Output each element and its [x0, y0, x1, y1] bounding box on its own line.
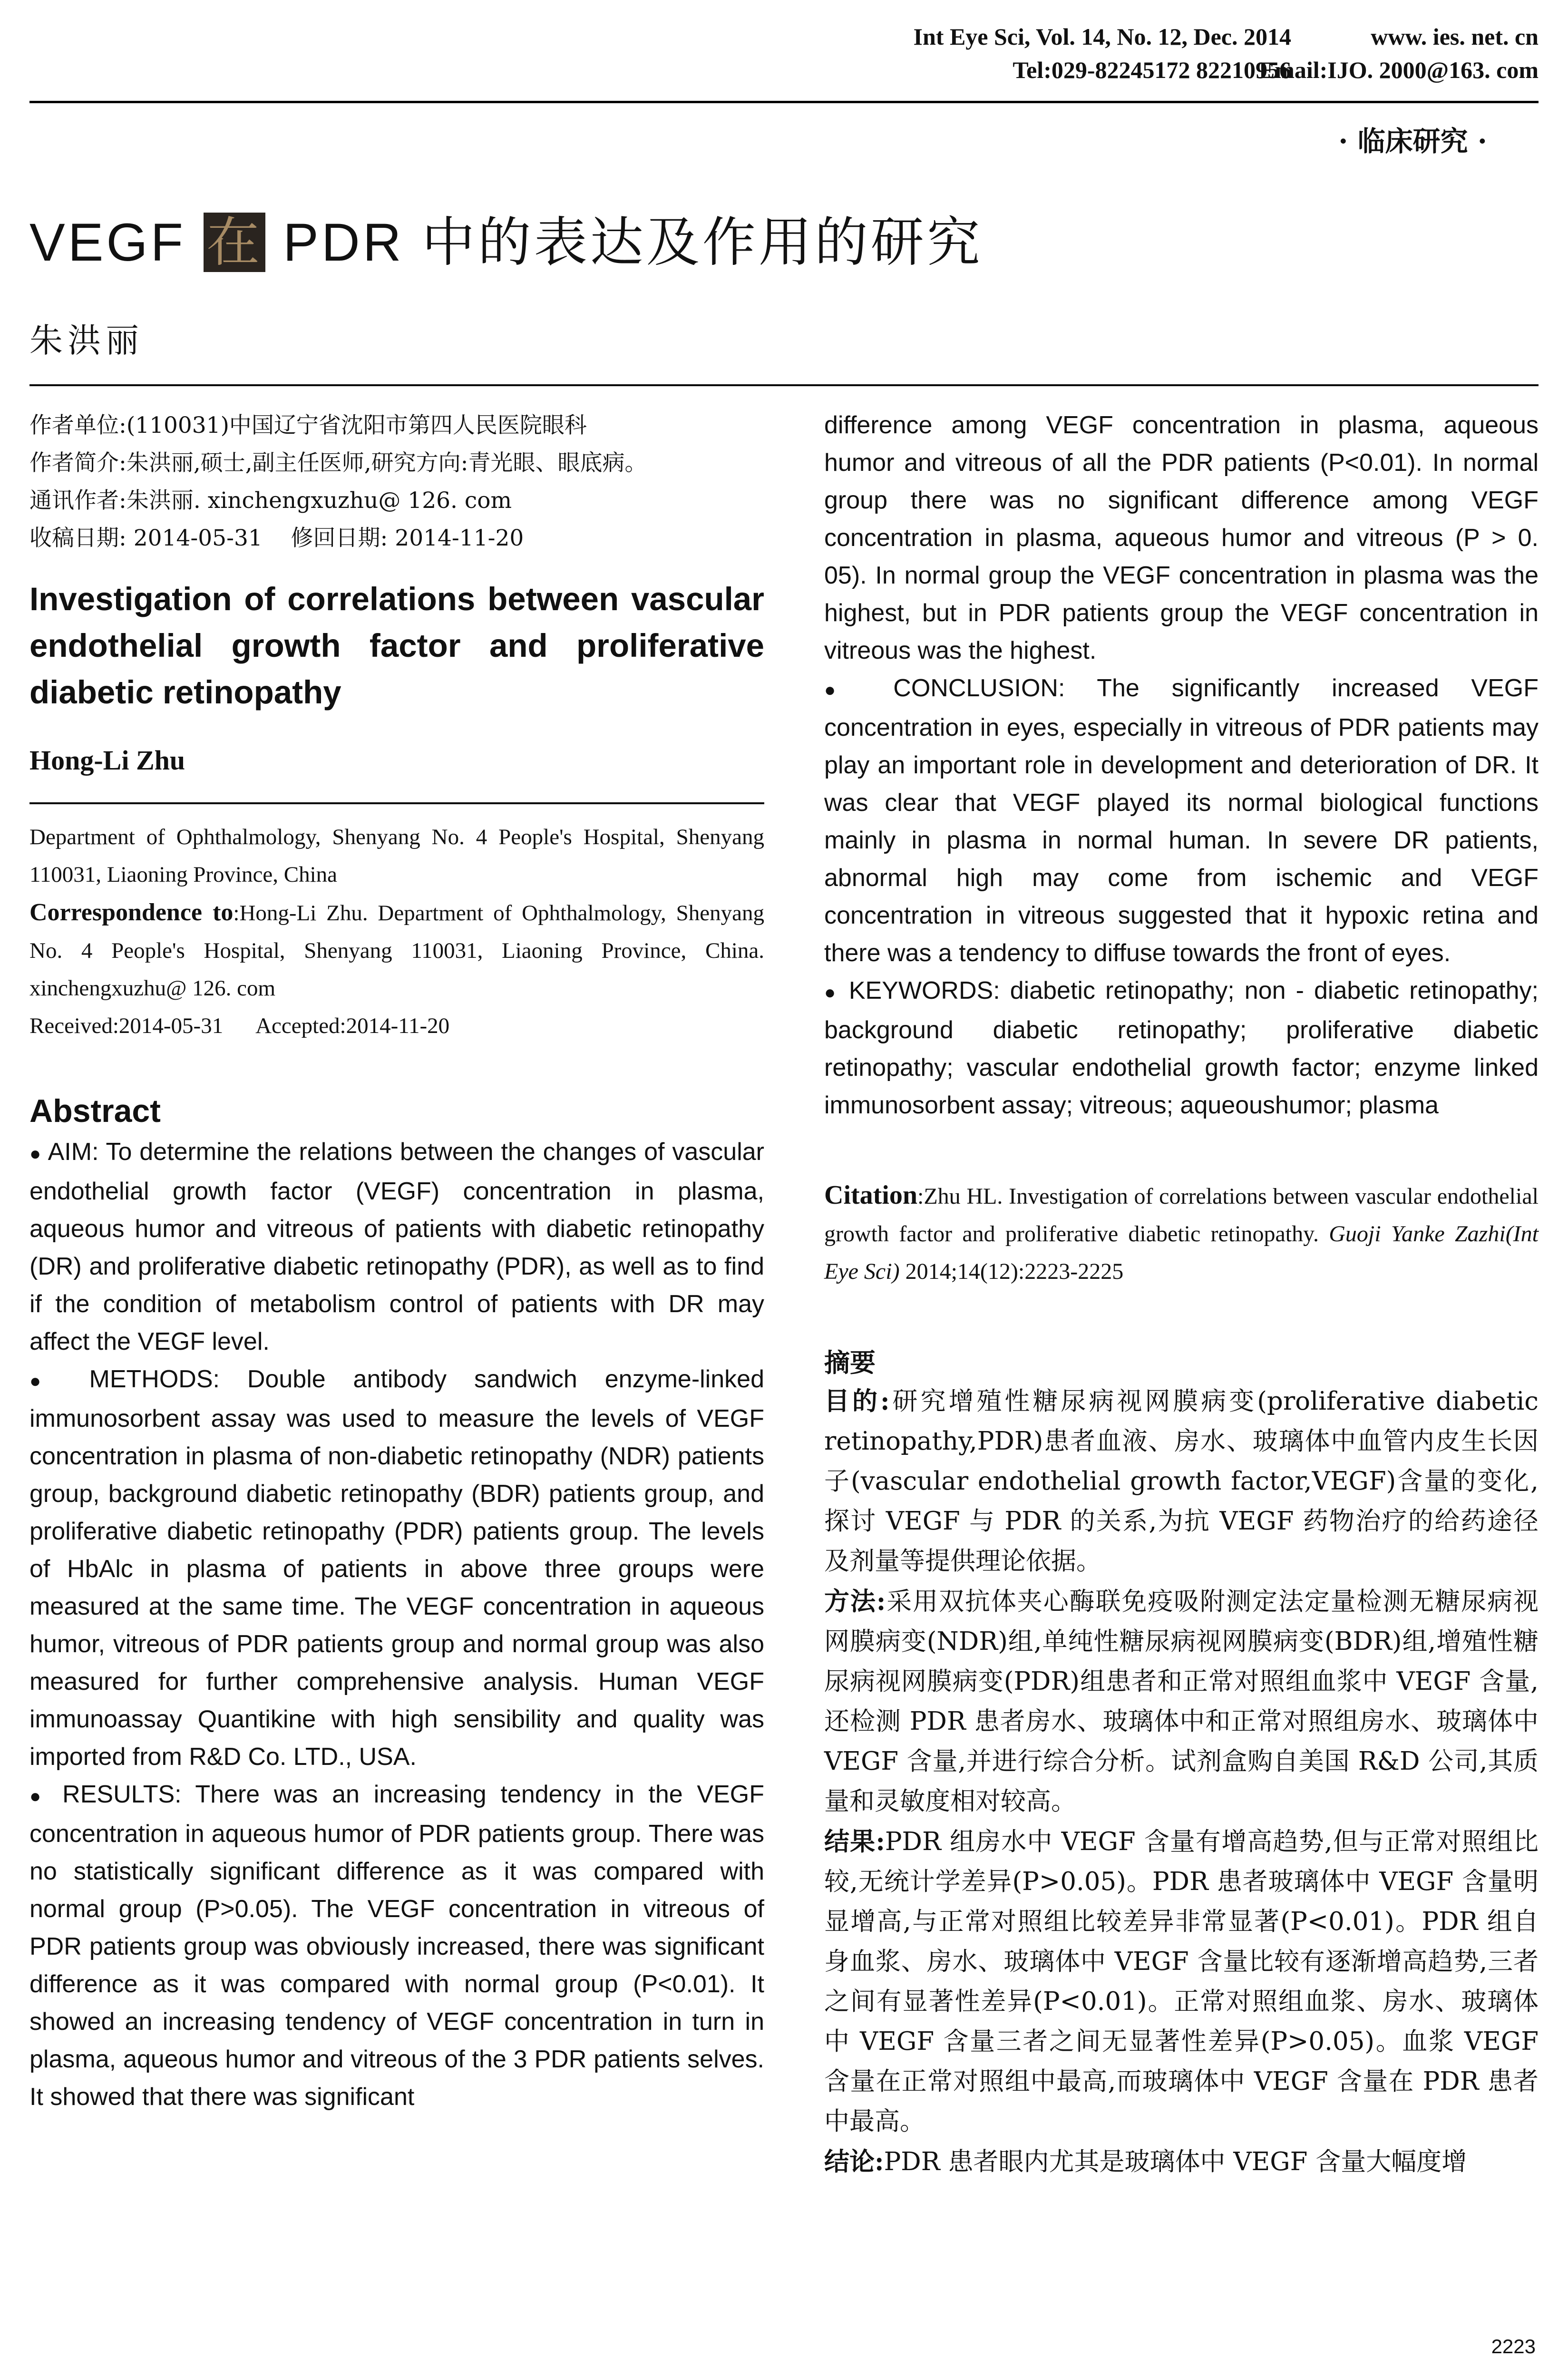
abstract-heading: Abstract	[29, 1093, 161, 1129]
english-author: Hong-Li Zhu	[29, 745, 185, 776]
cn-methods-text: 采用双抗体夹心酶联免疫吸附测定法定量检测无糖尿病视网膜病变(NDR)组,单纯性糖尿病视网膜病变(BDR)组,增殖性糖尿病视网膜病变(PDR)组患者和正常对照组血浆中 VEGF 含量,还检测 PDR 患者房水、玻璃体中和正常对照组房水、玻璃体中 VEGF 含量,并进行综合分析。试剂盒购自美国 R&D 公司,其质量和灵敏度相对较高。	[824, 1587, 1539, 1816]
citation-journal: Guoji Yanke Zazhi(Int Eye Sci)	[824, 1221, 1539, 1284]
bullet-icon: ●	[824, 982, 839, 1003]
title-divider	[29, 384, 1539, 386]
english-title: Investigation of correlations between vascular endothelial growth factor and proliferative diabetic retinopathy	[29, 581, 764, 711]
abstract-conclusion	[824, 670, 1539, 972]
abstract-keywords	[824, 972, 1539, 1124]
bullet-icon: ●	[824, 680, 861, 701]
cn-abstract-results	[824, 1822, 1539, 2142]
cn-aim-text: 研究增殖性糖尿病视网膜病变(proliferative diabetic retinopathy,PDR)患者血液、房水、玻璃体中血管内皮生长因子(vascular endothelial growth factor,VEGF)含量的变化,探讨 VEGF 与 PDR 的关系,为抗 VEGF 药物治疗的给药途径及剂量等提供理论依据。	[824, 1387, 1539, 1576]
abstract-results-part2: difference among VEGF concentration in plasma, aqueous humor and vitreous of all the PDR patients (P<0.01). In normal group there was no significant difference among VEGF concentration in plasma, aqueous humor and vitreous (P > 0. 05). In normal group the VEGF concentration in plasma was the highest, but in PDR patients group the VEGF concentration in vitreous was the highest.	[824, 411, 1539, 664]
page-number: 2223	[1491, 2335, 1536, 2358]
abstract-results-text-part1: RESULTS: There was an increasing tendency in the VEGF concentration in aqueous humor of PDR patients group. There was no statistically significant difference as it was compared with normal group (P>0.05). The VEGF concentration in vitreous of PDR patients group was obviously increased, there was significant difference as it was compared with normal group (P<0.01). It showed an increasing tendency of VEGF concentration in turn in plasma, aqueous humor and vitreous of the 3 PDR patients selves. It showed that there was significant	[29, 1781, 764, 2111]
left-column	[29, 407, 764, 2116]
section-tag: · 临床研究 ·	[1338, 125, 1487, 157]
abstract-methods-text: METHODS: Double antibody sandwich enzyme-linked immunosorbent assay was used to measure the levels of VEGF concentration in plasma of non-diabetic retinopathy (NDR) patients group, background diabetic retinopathy (BDR) patients group, and proliferative diabetic retinopathy (PDR) patients group. The levels of HbAlc in plasma of patients in above three groups were measured at the same time. The VEGF concentration in aqueous humor, vitreous of PDR patients group and normal group was also measured for further comprehensive analysis. Human VEGF immunoassay Quantikine with high sensibility and quality was imported from R&D Co. LTD., USA.	[29, 1365, 764, 1771]
cn-meta-correspondence: 通讯作者:朱洪丽. xinchengxuzhu@ 126. com	[29, 487, 512, 514]
cn-abstract-methods	[824, 1581, 1539, 1822]
bullet-icon: ●	[29, 1143, 42, 1164]
cn-meta-bio: 作者简介:朱洪丽,硕士,副主任医师,研究方向:青光眼、眼底病。	[29, 450, 647, 476]
cn-abstract-conclusion	[824, 2142, 1539, 2182]
abstract-keywords-text: KEYWORDS: diabetic retinopathy; non - diabetic retinopathy; background diabetic retinopathy; proliferative diabetic retinopathy; vascular endothelial growth factor; enzyme linked immunosorbent assay; vitreous; aqueoushumor; plasma	[824, 977, 1539, 1119]
cn-meta-block	[29, 407, 764, 557]
page-title	[29, 200, 983, 276]
abstract-aim	[29, 1133, 764, 1361]
author-divider	[29, 802, 764, 804]
cn-conclusion-label: 结论:	[824, 2147, 884, 2176]
citation-text1: :Zhu HL. Investigation of correlations between vascular endothelial growth factor and proliferative diabetic retinopathy.	[824, 1184, 1539, 1247]
journal-website[interactable]: www. ies. net. cn	[1371, 23, 1539, 50]
right-column	[824, 407, 1539, 2182]
correspondence-line	[29, 894, 764, 1007]
bullet-icon: ●	[29, 1786, 49, 1807]
cn-results-label: 结果:	[824, 1827, 885, 1856]
cn-meta-dates: 收稿日期: 2014-05-31 修回日期: 2014-11-20	[29, 525, 524, 551]
citation-block	[824, 1177, 1539, 1290]
cn-conclusion-text: PDR 患者眼内尤其是玻璃体中 VEGF 含量大幅度增	[884, 2147, 1467, 2176]
journal-citation: Int Eye Sci, Vol. 14, No. 12, Dec. 2014	[913, 23, 1291, 50]
abstract-results-part1	[29, 1776, 764, 2116]
abstract-conclusion-text: CONCLUSION: The significantly increased VEGF concentration in eyes, especially in vitreous of PDR patients may play an important role in development and deterioration of DR. It was clear that VEGF played its normal biological functions mainly in plasma in normal human. In severe DR patients, abnormal high may come from ischemic and VEGF concentration in vitreous suggested that it hypoxic retina and there was a tendency to diffuse towards the front of eyes.	[824, 674, 1539, 967]
citation-text2: 2014;14(12):2223-2225	[899, 1259, 1124, 1284]
cn-results-text: PDR 组房水中 VEGF 含量有增高趋势,但与正常对照组比较,无统计学差异(P>0.05)。PDR 患者玻璃体中 VEGF 含量明显增高,与正常对照组比较差异非常显著(P<0.01)。PDR 组自身血浆、房水、玻璃体中 VEGF 含量比较有逐渐增高趋势,三者之间有显著性差异(P<0.01)。正常对照组血浆、房水、玻璃体中 VEGF 含量三者之间无显著性差异(P>0.05)。血浆 VEGF 含量在正常对照组中最高,而玻璃体中 VEGF 含量在 PDR 患者中最高。	[824, 1827, 1539, 2136]
abstract-methods	[29, 1361, 764, 1776]
title-part1: VEGF	[29, 213, 204, 272]
bullet-icon: ●	[29, 1371, 62, 1392]
affiliation-department: Department of Ophthalmology, Shenyang No. 4 People's Hospital, Shenyang 110031, Liaoning Province, China	[29, 825, 764, 887]
header-divider	[29, 101, 1539, 103]
affiliation-block	[29, 818, 764, 1045]
journal-header	[29, 23, 1539, 99]
cn-meta-affiliation: 作者单位:(110031)中国辽宁省沈阳市第四人民医院眼科	[29, 412, 587, 438]
received-accepted-dates: Received:2014-05-31 Accepted:2014-11-20	[29, 1013, 450, 1038]
journal-email[interactable]: Email:IJO. 2000@163. com	[1258, 57, 1539, 83]
citation-label: Citation	[824, 1180, 917, 1210]
journal-phone: Tel:029-82245172 82210956	[1013, 57, 1291, 83]
cn-abstract-aim	[824, 1381, 1539, 1581]
correspondence-label: Correspondence to	[29, 899, 234, 926]
correspondence-text: :Hong-Li Zhu. Department of Ophthalmology, Shenyang No. 4 People's Hospital, Shenyang 110031, Liaoning Province, China. xinchengxuzhu@ 126. com	[29, 901, 764, 1001]
abstract-aim-text: AIM: To determine the relations between the changes of vascular endothelial growth factor (VEGF) concentration in plasma, aqueous humor and vitreous of patients with diabetic retinopathy (DR) and proliferative diabetic retinopathy (PDR), as well as to find if the condition of metabolism control of patients with DR may affect the VEGF level.	[29, 1138, 765, 1355]
author-name-cn: 朱洪丽	[29, 321, 144, 360]
cn-aim-label: 目的:	[824, 1386, 890, 1416]
title-highlight: 在	[204, 213, 265, 272]
cn-abstract-heading: 摘要	[824, 1347, 876, 1378]
cn-methods-label: 方法:	[824, 1587, 886, 1616]
title-part2: PDR 中的表达及作用的研究	[265, 213, 983, 272]
